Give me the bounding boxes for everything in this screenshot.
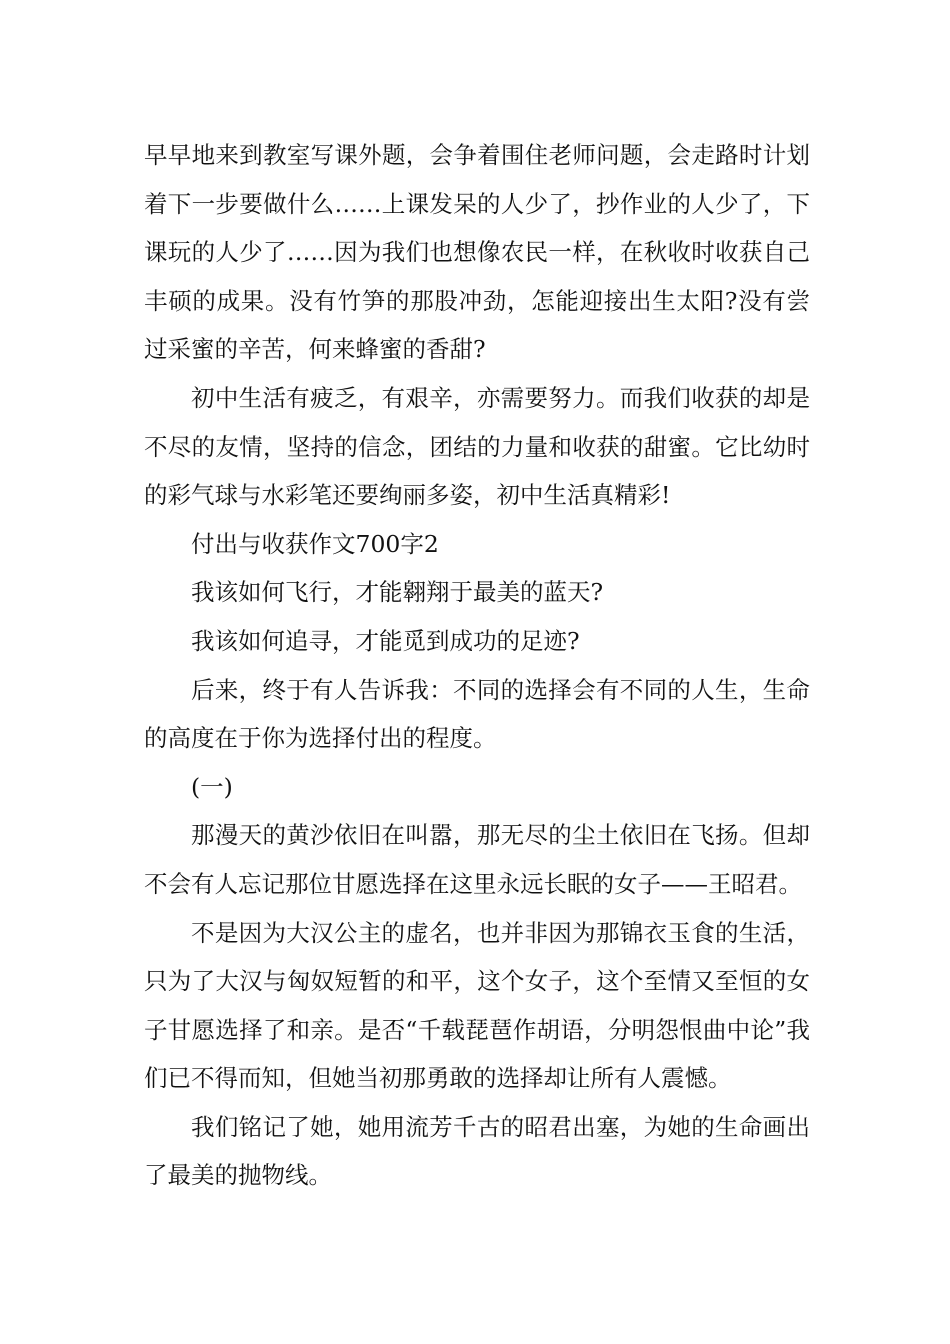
subsection-marker: (一)	[191, 772, 233, 801]
paragraph: 那漫天的黄沙依旧在叫嚣，那无尽的尘土依旧在飞扬。但却不会有人忘记那位甘愿选择在这里永远长眠的女子——王昭君。	[144, 821, 810, 898]
paragraph: 我该如何飞行，才能翱翔于最美的蓝天?	[191, 578, 604, 607]
paragraph-continuation: 早早地来到教室写课外题，会争着围住老师问题，会走路时计划着下一步要做什么……上课发呆的人少了，抄作业的人少了，下课玩的人少了……因为我们也想像农民一样，在秋收时收获自己丰硕的成果。没有竹笋的那股冲劲，怎能迎接出生太阳?没有尝过采蜜的辛苦，何来蜂蜜的香甜?	[144, 141, 810, 364]
paragraph: 我们铭记了她，她用流芳千古的昭君出塞，为她的生命画出了最美的抛物线。	[144, 1112, 810, 1190]
document-body	[144, 131, 810, 1200]
paragraph: 我该如何追寻，才能觅到成功的足迹?	[191, 626, 580, 655]
paragraph: 初中生活有疲乏，有艰辛，亦需要努力。而我们收获的却是不尽的友情，坚持的信念，团结的力量和收获的甜蜜。它比幼时的彩气球与水彩笔还要绚丽多姿，初中生活真精彩!	[144, 383, 810, 510]
section-heading: 付出与收获作文700字2	[191, 529, 439, 558]
paragraph: 不是因为大汉公主的虚名，也并非因为那锦衣玉食的生活，只为了大汉与匈奴短暂的和平，这个女子，这个至情又至恒的女子甘愿选择了和亲。是否“千载琵琶作胡语，分明怨恨曲中论”我们已不得而知，但她当初那勇敢的选择却让所有人震憾。	[144, 918, 810, 1093]
paragraph: 后来，终于有人告诉我：不同的选择会有不同的人生，生命的高度在于你为选择付出的程度。	[144, 675, 810, 753]
